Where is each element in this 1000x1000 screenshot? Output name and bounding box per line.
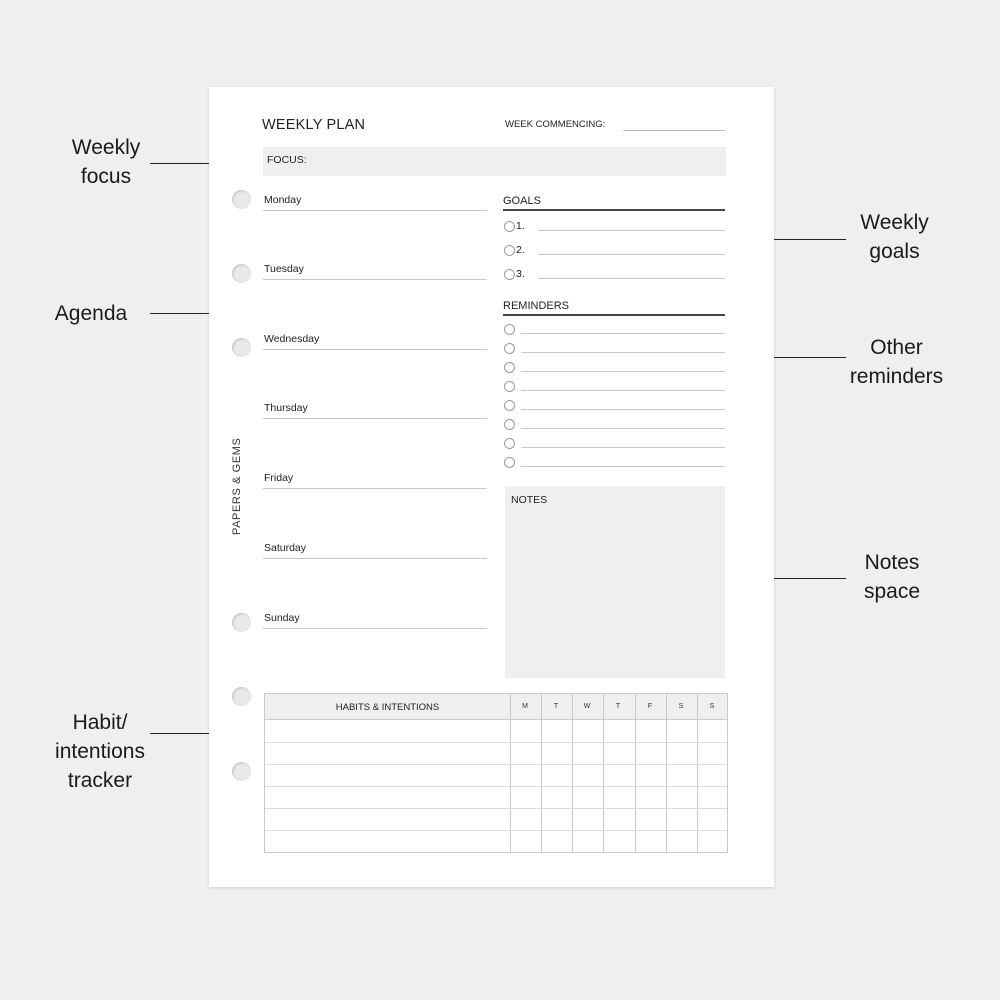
goal-checkbox[interactable] (504, 269, 515, 280)
habit-column-divider (666, 694, 667, 852)
reminder-checkbox[interactable] (504, 324, 515, 335)
day-label: Friday (264, 472, 294, 484)
reminder-checkbox[interactable] (504, 419, 515, 430)
agenda-day-tuesday[interactable] (263, 258, 487, 280)
callout-weekly-focus (56, 133, 156, 191)
habit-row[interactable] (265, 786, 727, 787)
agenda-day-saturday[interactable] (263, 537, 487, 559)
reminder-item[interactable] (504, 341, 725, 355)
callout-line: intentions (55, 740, 145, 763)
habit-column-divider (697, 694, 698, 852)
goal-number: 2. (516, 244, 525, 256)
habit-column-divider (572, 694, 573, 852)
reminder-write-line (521, 390, 725, 391)
habit-column-divider (510, 694, 511, 852)
goal-write-line (538, 278, 725, 279)
focus-field[interactable] (263, 147, 726, 176)
goal-write-line (538, 254, 725, 255)
reminders-heading (503, 294, 725, 316)
habit-day-letter: M (522, 703, 528, 710)
habit-row[interactable] (265, 742, 727, 743)
reminder-write-line (521, 466, 725, 467)
brand-label: PAPERS & GEMS (231, 437, 243, 535)
goals-heading (503, 189, 725, 211)
notes-area[interactable] (505, 486, 725, 678)
reminder-checkbox[interactable] (504, 381, 515, 392)
callout-line: Weekly (71, 136, 141, 159)
reminder-item[interactable] (504, 379, 725, 393)
habit-day-letter: W (583, 703, 591, 710)
reminder-write-line (521, 447, 725, 448)
habit-column-divider (635, 694, 636, 852)
binder-ring-hole (232, 338, 251, 357)
goal-item[interactable] (504, 243, 725, 257)
day-label: Saturday (264, 542, 307, 554)
reminder-write-line (521, 371, 725, 372)
binder-ring-hole (232, 190, 251, 209)
reminder-item[interactable] (504, 417, 725, 431)
day-label: Monday (264, 194, 302, 206)
reminder-item[interactable] (504, 436, 725, 450)
reminder-checkbox[interactable] (504, 343, 515, 354)
reminder-write-line (521, 352, 725, 353)
reminder-item[interactable] (504, 360, 725, 374)
goal-number: 1. (516, 220, 525, 232)
callout-line: Other (870, 336, 923, 359)
callout-line: Agenda (54, 302, 128, 325)
goal-checkbox[interactable] (504, 221, 515, 232)
reminder-checkbox[interactable] (504, 400, 515, 411)
page-title: WEEKLY PLAN (262, 117, 366, 133)
callout-line: Notes (864, 551, 920, 574)
reminder-checkbox[interactable] (504, 438, 515, 449)
habits-title: HABITS & INTENTIONS (335, 702, 440, 713)
agenda-day-wednesday[interactable] (263, 328, 487, 350)
habit-row[interactable] (265, 764, 727, 765)
reminder-item[interactable] (504, 322, 725, 336)
goal-item[interactable] (504, 219, 725, 233)
callout-other-reminders (834, 333, 959, 391)
callout-agenda (40, 299, 142, 328)
reminder-item[interactable] (504, 455, 725, 469)
reminder-checkbox[interactable] (504, 457, 515, 468)
week-commencing-line[interactable] (623, 130, 725, 131)
habit-day-letter: S (678, 703, 684, 710)
habit-day-letter: T (615, 703, 621, 710)
focus-label: FOCUS: (267, 154, 307, 166)
reminder-write-line (521, 333, 725, 334)
binder-ring-hole (232, 264, 251, 283)
callout-habit-tracker (40, 708, 160, 795)
day-label: Sunday (264, 612, 300, 624)
callout-line: tracker (67, 769, 133, 792)
agenda-day-monday[interactable] (263, 189, 487, 211)
reminder-write-line (521, 428, 725, 429)
goal-write-line (538, 230, 725, 231)
callout-line: Habit/ (72, 711, 128, 734)
binder-ring-hole (232, 762, 251, 781)
callout-weekly-goals (842, 208, 947, 266)
habits-tracker-table (264, 693, 728, 853)
habit-day-letter: F (647, 703, 653, 710)
reminder-checkbox[interactable] (504, 362, 515, 373)
binder-ring-hole (232, 613, 251, 632)
habit-row[interactable] (265, 830, 727, 831)
week-commencing-label: WEEK COMMENCING: (505, 119, 606, 130)
callout-line: space (863, 580, 921, 603)
callout-line: focus (80, 165, 132, 188)
notes-label: NOTES (511, 494, 548, 506)
callout-line: goals (869, 240, 920, 263)
agenda-day-sunday[interactable] (263, 607, 487, 629)
agenda-day-thursday[interactable] (263, 397, 487, 419)
day-label: Tuesday (264, 263, 304, 275)
goals-title: GOALS (503, 195, 541, 207)
callout-line: reminders (849, 365, 944, 388)
day-label: Thursday (264, 402, 308, 414)
habits-header-row (265, 694, 727, 720)
binder-ring-hole (232, 687, 251, 706)
habit-day-letter: T (553, 703, 559, 710)
habit-day-letter: S (709, 703, 715, 710)
reminders-title: REMINDERS (503, 300, 570, 312)
reminder-item[interactable] (504, 398, 725, 412)
goal-item[interactable] (504, 267, 725, 281)
day-label: Wednesday (264, 333, 320, 345)
planner-page (209, 87, 774, 887)
habit-column-divider (541, 694, 542, 852)
habit-row[interactable] (265, 808, 727, 809)
goal-number: 3. (516, 268, 525, 280)
goal-checkbox[interactable] (504, 245, 515, 256)
agenda-day-friday[interactable] (263, 467, 487, 489)
reminder-write-line (521, 409, 725, 410)
callout-line: Weekly (860, 211, 929, 234)
callout-notes-space (842, 548, 942, 606)
habit-column-divider (603, 694, 604, 852)
